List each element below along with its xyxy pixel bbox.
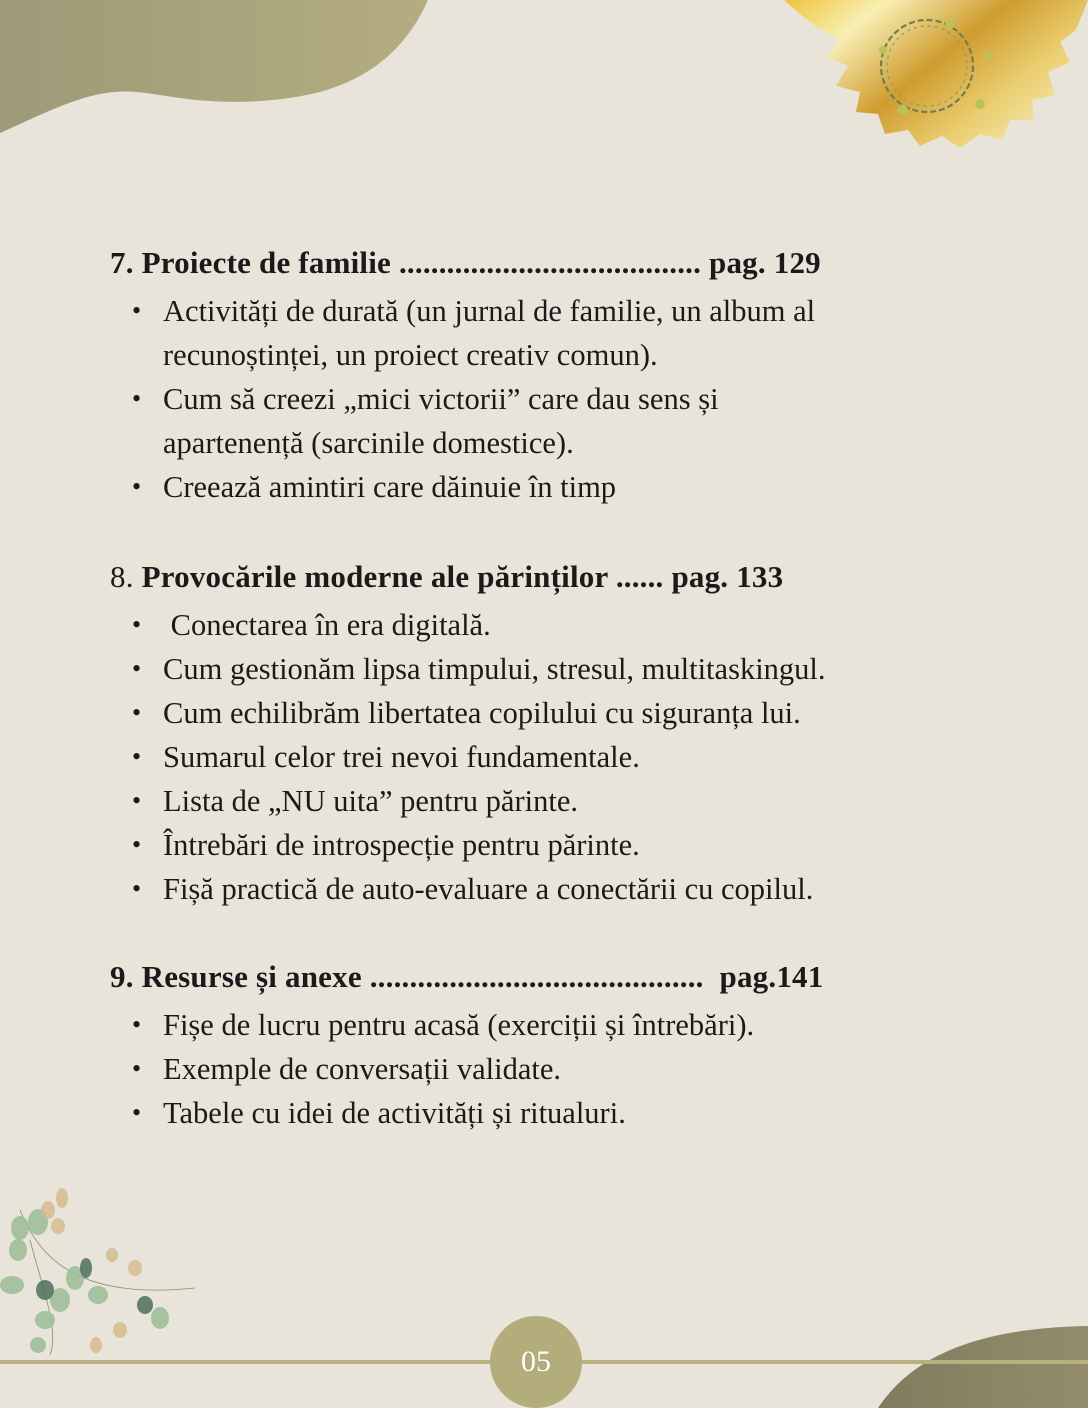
list-item: • Lista de „NU uita” pentru părinte. [163,779,970,823]
page-reference: pag.141 [711,959,824,994]
list-item: • Creează amintiri care dăinuie în timp [163,465,970,509]
section-number: 8. [110,559,134,594]
section-number: 9. [110,959,134,994]
dot-leader: ...................................... [398,245,702,280]
list-item: • Exemple de conversații validate. [163,1047,970,1091]
section-title: Resurse și anexe [141,959,362,994]
list-item: • Cum echilibrăm libertatea copilului cu siguranța lui. [163,691,970,735]
list-item: • Cum gestionăm lipsa timpului, stresul, multitaskingul. [163,647,970,691]
page-reference: pag. 129 [709,245,821,280]
gold-wreath-badge [770,0,1088,160]
bullet-list [110,289,970,509]
olive-wave-decoration [0,0,440,140]
list-item: • Sumarul celor trei nevoi fundamentale. [163,735,970,779]
page-number-badge [490,1316,582,1408]
list-item: • Fișe de lucru pentru acasă (exerciții și întrebări). [163,1003,970,1047]
section-heading[interactable] [110,243,970,283]
section-number: 7. [110,245,134,280]
section-title: Provocările moderne ale părinților [141,559,608,594]
list-item: • Tabele cu idei de activități și ritualuri. [163,1091,970,1135]
list-item: • Activități de durată (un jurnal de familie, un album al recunoștinței, un proiect creativ comun). [163,289,953,377]
dot-leader: .......................................... [369,959,704,994]
bullet-list [110,603,970,911]
list-item: • Întrebări de introspecție pentru părinte. [163,823,970,867]
toc-section-8 [110,557,970,911]
eucalyptus-leaves-decoration [0,1180,210,1370]
page-number: 05 [521,1345,551,1378]
dot-leader: ...... [615,559,664,594]
toc-section-9 [110,957,970,1135]
page-reference: pag. 133 [671,559,784,594]
list-item: • Conectarea în era digitală. [163,603,970,647]
list-item: • Cum să creezi „mici victorii” care dau sens și apartenență (sarcinile domestice). [163,377,863,465]
olive-curve-decoration [860,1320,1088,1408]
bullet-list [110,1003,970,1135]
toc-section-7 [110,243,970,509]
section-heading[interactable] [110,557,970,597]
section-title: Proiecte de familie [141,245,392,280]
list-item: • Fișă practică de auto-evaluare a conectării cu copilul. [163,867,970,911]
section-heading[interactable] [110,957,970,997]
